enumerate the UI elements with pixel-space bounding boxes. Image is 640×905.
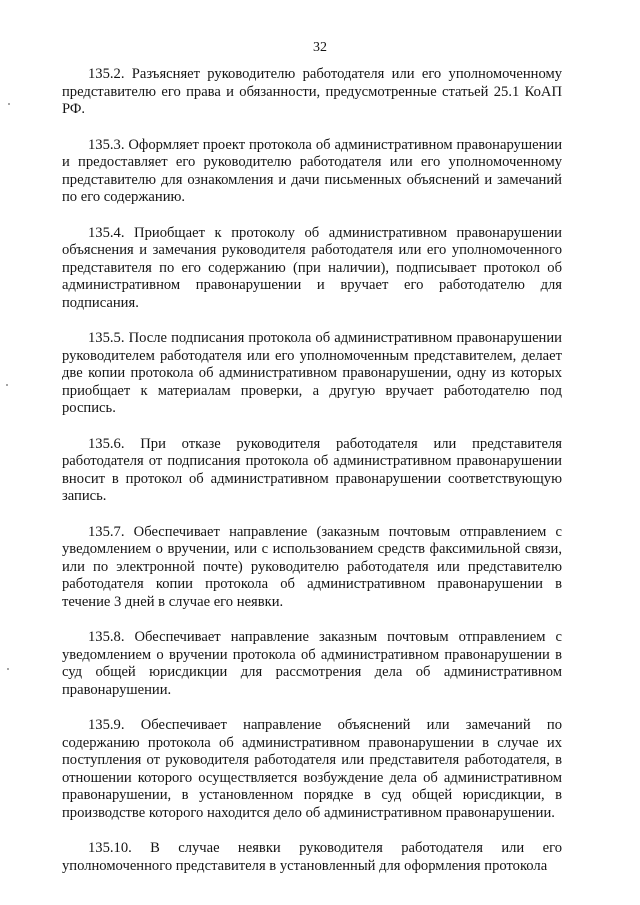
paragraph-135-8: 135.8. Обеспечивает направление заказным почтовым отправлением с уведомлением о вручении протокола об административном правонарушении в суд общей юрисдикции для рассмотрения дела об административном правонарушении.: [62, 629, 562, 698]
scan-speck: [6, 384, 8, 386]
paragraph-135-2: 135.2. Разъясняет руководителю работодателя или его уполномоченному представителю его права и обязанности, предусмотренные статьей 25.1 КоАП РФ.: [62, 66, 562, 117]
paragraph-135-6: 135.6. При отказе руководителя работодателя или представителя работодателя от подписания протокола об административном правонарушении вносит в протокол об административном правонарушении соответствующую запись.: [62, 435, 562, 504]
page-number: 32: [313, 40, 327, 55]
paragraph-135-9: 135.9. Обеспечивает направление объяснений или замечаний по содержанию протокола об административном правонарушении в случае их поступления от руководителя работодателя или представителя работодателя, в отношении которого осуществляется возбуждение дела об административном правонарушении, в установленном порядке в суд общей юрисдикции, в производстве которого находится дело об административном правонарушении.: [62, 717, 562, 821]
paragraph-135-10: 135.10. В случае неявки руководителя работодателя или его уполномоченного представителя в установленный для оформления протокола: [62, 840, 562, 874]
document-body: [62, 66, 562, 875]
scan-speck: [8, 103, 10, 105]
paragraph-135-4: 135.4. Приобщает к протоколу об административном правонарушении объяснения и замечания руководителя работодателя или его уполномоченного представителя по его содержанию (при наличии), подписывает протокол об административном правонарушении и вручает его работодателю для подписания.: [62, 224, 562, 311]
paragraph-135-7: 135.7. Обеспечивает направление (заказным почтовым отправлением с уведомлением о вручении, или с использованием средств факсимильной связи, или по электронной почте) руководителю работодателя или представителю работодателя копии протокола об административном правонарушении в течение 3 дней в случае его неявки.: [62, 523, 562, 610]
paragraph-135-5: 135.5. После подписания протокола об административном правонарушении руководителем работодателя или его уполномоченным представителем, делает две копии протокола об административном правонарушении, одну из которых приобщает к материалам проверки, а другую вручает работодателю под роспись.: [62, 330, 562, 416]
scan-speck: [7, 668, 9, 670]
paragraph-135-3: 135.3. Оформляет проект протокола об административном правонарушении и предоставляет его руководителю работодателя или его уполномоченному представителю для ознакомления и дачи письменных объяснений и замечаний по его содержанию.: [62, 136, 562, 205]
